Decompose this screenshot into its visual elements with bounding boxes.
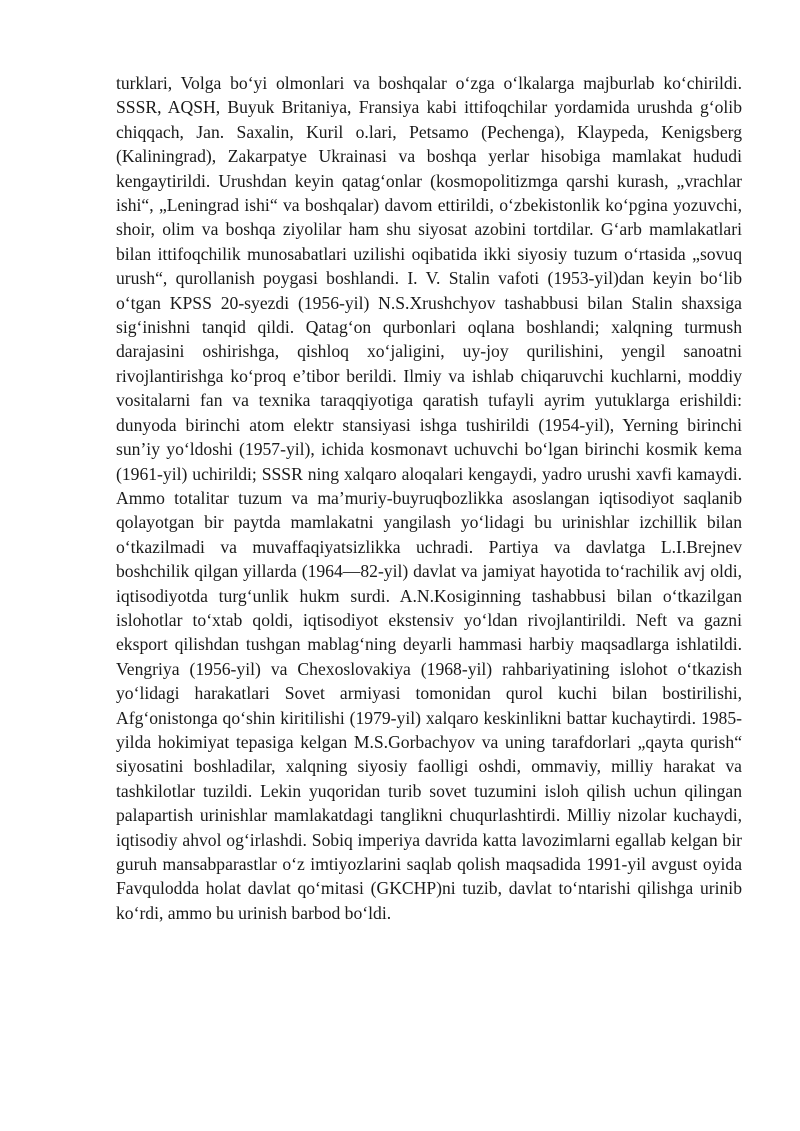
document-page xyxy=(116,71,742,925)
body-paragraph: turklari, Volga bo‘yi olmonlari va boshqalar o‘zga o‘lkalarga majburlab ko‘chirildi. SSSR, AQSH, Buyuk Britaniya, Fransiya kabi ittifoqchilar yordamida urushda g‘olib chiqqach, Jan. Saxalin, Kuril o.lari, Petsamo (Pechenga), Klaypeda, Kenigsberg (Kaliningrad), Zakarpatye Ukrainasi va boshqa yerlar hisobiga mamlakat hududi kengaytirildi. Urushdan keyin qatag‘onlar (kosmopolitizmga qarshi kurash, „vrachlar ishi“, „Leningrad ishi“ va boshqalar) davom ettirildi, o‘zbekistonlik ko‘pgina yozuvchi, shoir, olim va boshqa ziyolilar ham shu siyosat azobini tortdilar. G‘arb mamlakatlari bilan ittifoqchilik munosabatlari uzilishi oqibatida ikki siyosiy tuzum o‘rtasida „sovuq urush“, qurollanish poygasi boshlandi. I. V. Stalin vafoti (1953-yil)dan keyin bo‘lib o‘tgan KPSS 20-syezdi (1956-yil) N.S.Xrushchyov tashabbusi bilan Stalin shaxsiga sig‘inishni tanqid qildi. Qatag‘on qurbonlari oqlana boshlandi; xalqning turmush darajasini oshirishga, qishloq xo‘jaligini, uy-joy qurilishini, yengil sanoatni rivojlantirishga ko‘proq e’tibor berildi. Ilmiy va ishlab chiqaruvchi kuchlarni, moddiy vositalarni fan va texnika taraqqiyotiga qaratish tufayli ayrim yutuklarga erishildi: dunyoda birinchi atom elektr stansiyasi ishga tushirildi (1954-yil), Yerning birinchi sun’iy yo‘ldoshi (1957-yil), ichida kosmonavt uchuvchi bo‘lgan birinchi kosmik kema (1961-yil) uchirildi; SSSR ning xalqaro aloqalari kengaydi, yadro urushi xavfi kamaydi. Ammo totalitar tuzum va ma’muriy-buyruqbozlikka asoslangan iqtisodiyot saqlanib qolayotgan bir paytda mamlakatni yangilash yo‘lidagi bu urinishlar izchillik bilan o‘tkazilmadi va muvaffaqiyatsizlikka uchradi. Partiya va davlatga L.I.Brejnev boshchilik qilgan yillarda (1964—82-yil) davlat va jamiyat hayotida to‘rachilik avj oldi, iqtisodiyotda turg‘unlik hukm surdi. A.N.Kosiginning tashabbusi bilan o‘tkazilgan islohotlar to‘xtab qoldi, iqtisodiyot ekstensiv yo‘ldan rivojlantirildi. Neft va gazni eksport qilishdan tushgan mablag‘ning deyarli hammasi harbiy maqsadlarga ishlatildi. Vengriya (1956-yil) va Chexoslovakiya (1968-yil) rahbariyatining islohot o‘tkazish yo‘lidagi harakatlari Sovet armiyasi tomonidan qurol kuchi bilan bostirilishi, Afg‘onistonga qo‘shin kiritilishi (1979-yil) xalqaro keskinlikni battar kuchaytirdi. 1985-yilda hokimiyat tepasiga kelgan M.S.Gorbachyov va uning tarafdorlari „qayta qurish“ siyosatini boshladilar, xalqning siyosiy faolligi oshdi, ommaviy, milliy harakat va tashkilotlar tuzildi. Lekin yuqoridan turib sovet tuzumini isloh qilish uchun qilingan palapartish urinishlar mamlakatdagi tanglikni chuqurlashtirdi. Milliy nizolar kuchaydi, iqtisodiy ahvol og‘irlashdi. Sobiq imperiya davrida katta lavozimlarni egallab kelgan bir guruh mansabparastlar o‘z imtiyozlarini saqlab qolish maqsadida 1991-yil avgust oyida Favqulodda holat davlat qo‘mitasi (GKCHP)ni tuzib, davlat to‘ntarishi qilishga urinib ko‘rdi, ammo bu urinish barbod bo‘ldi. xyxy=(116,73,742,923)
